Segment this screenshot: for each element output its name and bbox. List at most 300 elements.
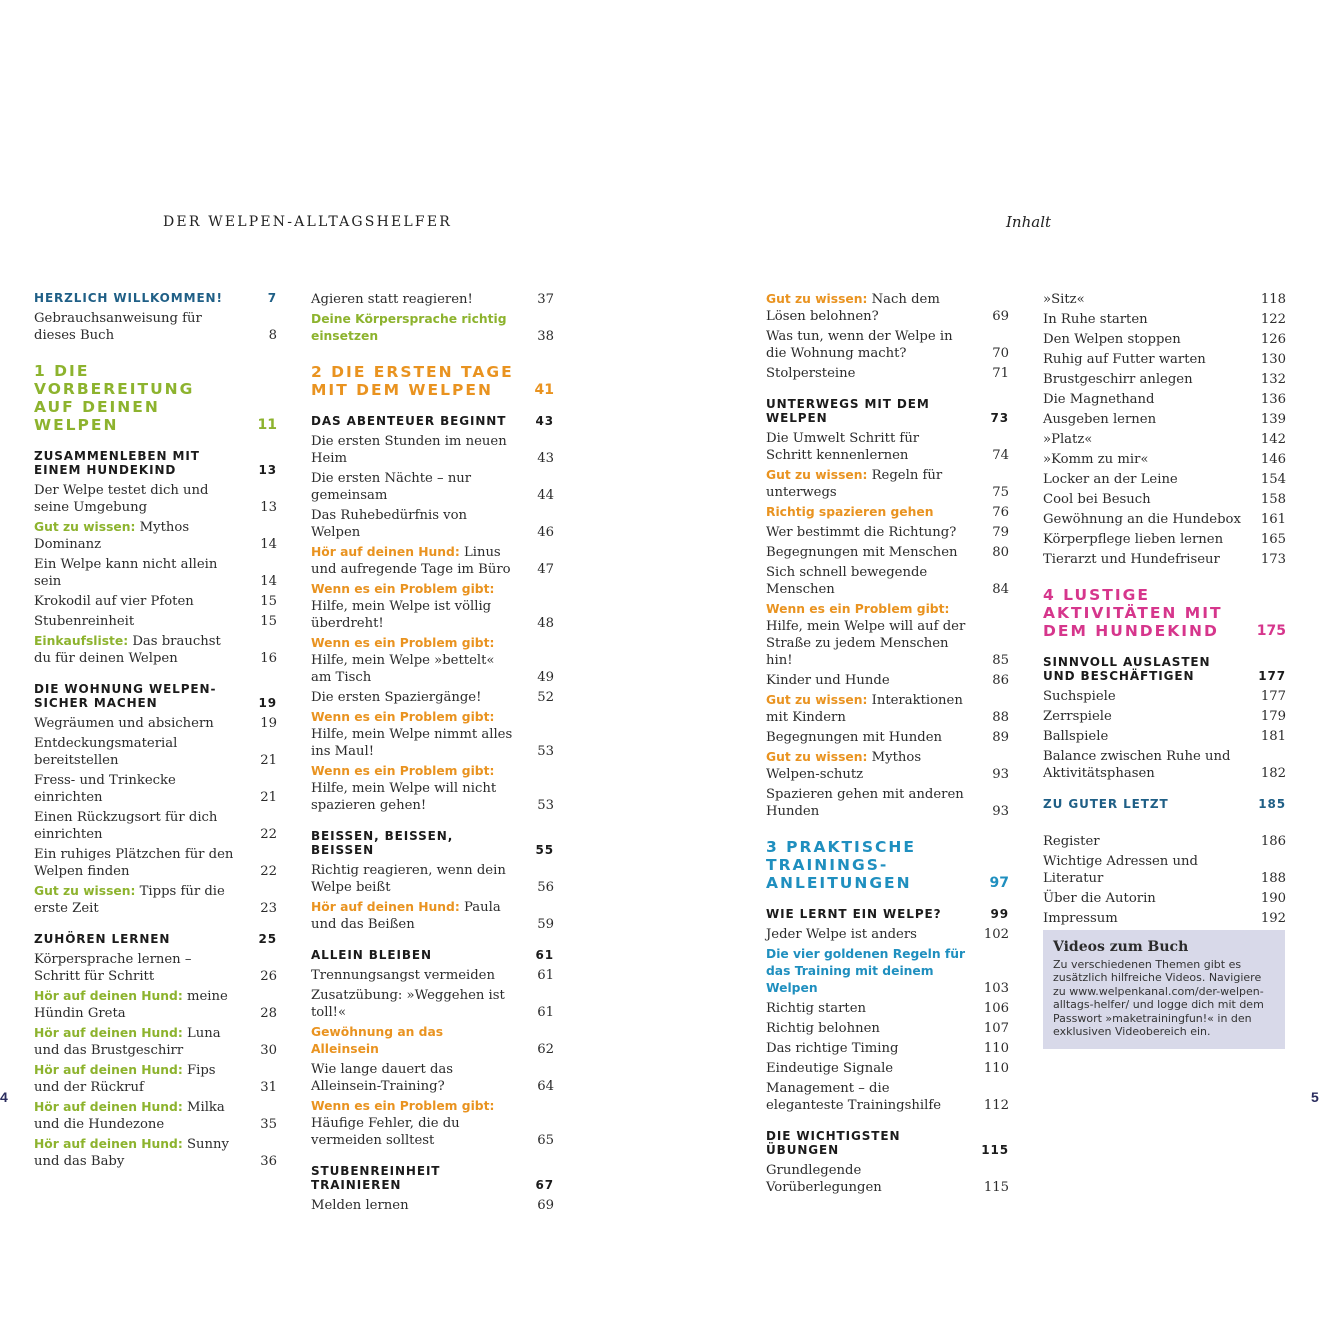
toc-entry-title [311, 470, 520, 504]
toc-entry-text: Zerrspiele [1043, 709, 1112, 724]
toc-entry-text: Gebrauchsanweisung für dieses Buch [34, 311, 202, 343]
toc-page-number: 110 [983, 1061, 1009, 1076]
toc-entry-title [1043, 371, 1252, 388]
toc-entry [766, 564, 1009, 598]
toc-entry [311, 1061, 554, 1095]
toc-entry-title [766, 1040, 975, 1057]
toc-page-number: 99 [990, 907, 1009, 921]
toc-entry-title [311, 689, 520, 706]
toc-page-number: 61 [535, 948, 554, 962]
toc-page-number: 89 [992, 730, 1009, 745]
toc-entry-text: Hilfe, mein Welpe nimmt alles ins Maul! [311, 727, 513, 759]
toc-entry-title [34, 1025, 243, 1059]
toc-entry-text: Nach dem Lösen belohnen? [766, 292, 940, 324]
toc-page-number: 61 [537, 1005, 554, 1020]
toc-entry-text: WIE LERNT EIN WELPE? [766, 907, 942, 921]
toc-page-number: 13 [258, 463, 277, 477]
toc-entry [311, 1024, 554, 1058]
toc-page-number: 25 [258, 932, 277, 946]
toc-entry-title [1043, 391, 1252, 408]
toc-entry-label: Hör auf deinen Hund: [311, 900, 460, 914]
toc-entry-title [1043, 551, 1252, 568]
toc-entry-text: Tierarzt und Hundefriseur [1043, 552, 1220, 567]
toc-entry-title [34, 449, 243, 477]
toc-entry-text: Richtig reagieren, wenn dein Welpe beißt [311, 863, 506, 895]
toc-page-number: 181 [1260, 729, 1286, 744]
toc-entry-title [1043, 728, 1252, 745]
toc-entry-text: Locker an der Leine [1043, 472, 1178, 487]
toc-entry-text: Die ersten Spaziergänge! [311, 690, 482, 705]
toc-entry [34, 1062, 277, 1096]
toc-entry-title [766, 430, 975, 464]
toc-entry [34, 519, 277, 553]
toc-entry [766, 1080, 1009, 1114]
video-info-box [1043, 930, 1285, 1049]
toc-entry-title [311, 291, 520, 308]
toc-entry [311, 433, 554, 467]
toc-entry-title [1043, 411, 1252, 428]
toc-entry-title [1043, 511, 1252, 528]
toc-entry-text: Fips und der Rückruf [34, 1063, 216, 1095]
toc-entry [311, 987, 554, 1021]
toc-section [311, 1164, 554, 1192]
toc-entry-title [1043, 853, 1252, 887]
toc-entry [311, 507, 554, 541]
toc-page-number: 64 [537, 1079, 554, 1094]
toc-entry [766, 430, 1009, 464]
toc-page-number: 80 [992, 545, 1009, 560]
toc-page-number: 44 [537, 488, 554, 503]
toc-entry [34, 482, 277, 516]
toc-entry-title [766, 1060, 975, 1077]
toc-entry [766, 672, 1009, 689]
toc-entry-title [311, 1061, 520, 1095]
toc-entry [766, 946, 1009, 997]
toc-entry [1043, 491, 1286, 508]
toc-entry-title [34, 291, 243, 305]
toc-section [766, 907, 1009, 921]
toc-page-number: 36 [260, 1154, 277, 1169]
toc-entry [1043, 853, 1286, 887]
toc-entry-text: Mythos Welpen-schutz [766, 750, 922, 782]
toc-page-number: 86 [992, 673, 1009, 688]
toc-entry-text: Sunny und das Baby [34, 1137, 229, 1169]
toc-entry-text: DIE WICHTIGSTEN ÜBUNGEN [766, 1129, 901, 1157]
toc-entry-title [311, 899, 520, 933]
toc-entry [34, 735, 277, 769]
toc-page-number: 106 [983, 1001, 1009, 1016]
toc-page-number: 115 [983, 1180, 1009, 1195]
toc-page-number: 102 [983, 927, 1009, 942]
toc-entry [1043, 391, 1286, 408]
toc-entry-title [766, 291, 975, 325]
toc-entry-text: Cool bei Besuch [1043, 492, 1151, 507]
toc-entry [34, 1136, 277, 1170]
toc-entry [1043, 748, 1286, 782]
toc-page-number: 30 [260, 1043, 277, 1058]
toc-entry [1043, 351, 1286, 368]
toc-page-number: 139 [1260, 412, 1286, 427]
toc-entry-label: Hör auf deinen Hund: [34, 1026, 183, 1040]
toc-entry [311, 763, 554, 814]
toc-entry-text: Sich schnell bewegende Menschen [766, 565, 928, 597]
toc-entry-text: HERZLICH WILLKOMMEN! [34, 291, 223, 305]
toc-entry-title [311, 1164, 520, 1192]
toc-chapter [1043, 586, 1286, 640]
toc-page-number: 173 [1260, 552, 1286, 567]
toc-entry-title [1043, 291, 1252, 308]
toc-entry-label: Wenn es ein Problem gibt: [311, 710, 495, 724]
toc-entry [34, 633, 277, 667]
toc-entry-text: Die ersten Stunden im neuen Heim [311, 434, 507, 466]
toc-entry [1043, 833, 1286, 850]
toc-page-number: 97 [989, 875, 1009, 891]
toc-entry-text: Begegnungen mit Menschen [766, 545, 958, 560]
toc-entry-text: STUBENREINHEIT TRAINIEREN [311, 1164, 441, 1192]
toc-entry [311, 470, 554, 504]
toc-page-number: 43 [537, 451, 554, 466]
toc-page-number: 48 [537, 616, 554, 631]
toc-entry-label: Wenn es ein Problem gibt: [311, 582, 495, 596]
toc-entry-text: Häufige Fehler, die du vermeiden solltest [311, 1116, 460, 1148]
toc-entry-text: Stolpersteine [766, 366, 856, 381]
toc-page-number: 158 [1260, 492, 1286, 507]
toc-page-number: 175 [1256, 623, 1286, 639]
toc-entry-text: Begegnungen mit Hunden [766, 730, 943, 745]
toc-entry-title [1043, 688, 1252, 705]
toc-page-number: 53 [537, 798, 554, 813]
toc-entry-title [766, 786, 975, 820]
toc-entry [34, 613, 277, 630]
toc-entry-text: DIE WOHNUNG WELPEN-SICHER MACHEN [34, 682, 217, 710]
toc-entry [766, 1040, 1009, 1057]
toc-entry-text: Ein ruhiges Plätzchen für den Welpen finden [34, 847, 234, 879]
toc-entry-text: Ballspiele [1043, 729, 1109, 744]
toc-entry-text: Paula und das Beißen [311, 900, 501, 932]
toc-entry-title [34, 988, 243, 1022]
toc-entry-label: Hör auf deinen Hund: [311, 545, 460, 559]
toc-entry [766, 926, 1009, 943]
toc-entry-text: ZUSAMMENLEBEN MIT EINEM HUNDEKIND [34, 449, 200, 477]
toc-entry-text: Regeln für unterwegs [766, 468, 943, 500]
toc-entry [1043, 471, 1286, 488]
toc-entry [34, 883, 277, 917]
toc-entry-title [34, 593, 243, 610]
toc-entry-text: Das Ruhebedürfnis von Welpen [311, 508, 468, 540]
toc-section [1043, 797, 1286, 811]
toc-page-number: 37 [537, 292, 554, 307]
page-number-right: 5 [1311, 1089, 1319, 1105]
toc-entry-title [1043, 890, 1252, 907]
toc-page-number: 19 [258, 696, 277, 710]
toc-page-number: 31 [260, 1080, 277, 1095]
toc-page-number: 110 [983, 1041, 1009, 1056]
toc-page-number: 112 [983, 1098, 1009, 1113]
toc-entry-title [766, 1000, 975, 1017]
toc-entry [311, 544, 554, 578]
toc-entry [1043, 291, 1286, 308]
toc-entry [766, 1000, 1009, 1017]
toc-entry-text: Brustgeschirr anlegen [1043, 372, 1193, 387]
toc-entry [34, 951, 277, 985]
toc-entry-title [34, 883, 243, 917]
toc-entry-text: Körperpflege lieben lernen [1043, 532, 1224, 547]
toc-entry-text: ZUHÖREN LERNEN [34, 932, 171, 946]
toc-entry-text: Spazieren gehen mit anderen Hunden [766, 787, 964, 819]
toc-entry-text: Management – die eleganteste Trainingshilfe [766, 1081, 941, 1113]
toc-entry-title [34, 1062, 243, 1096]
toc-entry-title [311, 763, 520, 814]
toc-entry-title [766, 838, 975, 892]
toc-entry-text: Register [1043, 834, 1100, 849]
toc-entry-title [766, 1080, 975, 1114]
toc-entry-title [34, 310, 243, 344]
toc-entry-text: Krokodil auf vier Pfoten [34, 594, 194, 609]
toc-entry [1043, 728, 1286, 745]
toc-entry-text: Impressum [1043, 911, 1118, 926]
toc-entry-title [766, 1129, 975, 1157]
toc-page-number: 43 [535, 414, 554, 428]
toc-entry-text: Wegräumen und absichern [34, 716, 214, 731]
toc-entry-text: Melden lernen [311, 1198, 409, 1213]
toc-entry-label: Hör auf deinen Hund: [34, 1137, 183, 1151]
toc-entry-title [311, 507, 520, 541]
toc-page-number: 182 [1260, 766, 1286, 781]
toc-section [1043, 655, 1286, 683]
toc-entry-text: Hilfe, mein Welpe will auf der Straße zu jedem Menschen hin! [766, 619, 966, 668]
toc-entry-text: Die Magnethand [1043, 392, 1155, 407]
toc-page-number: 84 [992, 582, 1009, 597]
toc-entry-label: Gut zu wissen: [766, 693, 868, 707]
toc-page-number: 35 [260, 1117, 277, 1132]
toc-entry-text: Richtig belohnen [766, 1021, 880, 1036]
toc-page-number: 69 [992, 309, 1009, 324]
toc-entry-text: 4 LUSTIGE AKTIVITÄTEN MIT DEM HUNDEKIND [1043, 586, 1223, 640]
video-box-title: Videos zum Buch [1053, 939, 1189, 955]
toc-entry [1043, 431, 1286, 448]
toc-entry-title [34, 951, 243, 985]
toc-page-number: 126 [1260, 332, 1286, 347]
toc-entry-title [1043, 331, 1252, 348]
toc-entry [311, 899, 554, 933]
toc-page-number: 161 [1260, 512, 1286, 527]
toc-entry-title [766, 692, 975, 726]
toc-entry-title [311, 581, 520, 632]
toc-page-number: 67 [535, 1178, 554, 1192]
toc-entry-text: Das brauchst du für deinen Welpen [34, 634, 221, 666]
toc-page-number: 47 [537, 562, 554, 577]
toc-entry-title [766, 467, 975, 501]
toc-page-number: 132 [1260, 372, 1286, 387]
toc-entry [34, 846, 277, 880]
toc-page-number: 13 [260, 500, 277, 515]
toc-entry-text: Ausgeben lernen [1043, 412, 1157, 427]
toc-entry-title [34, 846, 243, 880]
toc-entry-text: Was tun, wenn der Welpe in die Wohnung macht? [766, 329, 953, 361]
toc-page-number: 7 [267, 291, 277, 305]
toc-entry [1043, 411, 1286, 428]
toc-page-number: 52 [537, 690, 554, 705]
toc-entry-text: Über die Autorin [1043, 891, 1156, 906]
toc-page-number: 190 [1260, 891, 1286, 906]
toc-entry-text: »Platz« [1043, 432, 1093, 447]
toc-entry-label: Gut zu wissen: [766, 468, 868, 482]
toc-entry [1043, 371, 1286, 388]
toc-entry-text: Linus und aufregende Tage im Büro [311, 545, 511, 577]
toc-entry-title [766, 926, 975, 943]
toc-section [766, 1129, 1009, 1157]
toc-entry [766, 692, 1009, 726]
toc-entry-title [766, 1162, 975, 1196]
toc-entry [1043, 688, 1286, 705]
toc-entry-text: Wichtige Adressen und Literatur [1043, 854, 1198, 886]
toc-entry [766, 1060, 1009, 1077]
toc-entry-text: Milka und die Hundezone [34, 1100, 225, 1132]
toc-entry-label: Gut zu wissen: [766, 292, 868, 306]
toc-entry-text: Tipps für die erste Zeit [34, 884, 225, 916]
page-number-left: 4 [0, 1089, 8, 1105]
toc-page-number: 177 [1258, 669, 1286, 683]
toc-page-number: 118 [1260, 292, 1286, 307]
toc-entry-title [766, 729, 975, 746]
toc-entry-title [766, 749, 975, 783]
toc-entry-title [311, 311, 520, 345]
toc-entry-text: SINNVOLL AUSLASTEN UND BESCHÄFTIGEN [1043, 655, 1211, 683]
toc-entry-title [1043, 708, 1252, 725]
toc-entry-title [34, 1136, 243, 1170]
toc-entry-title [34, 715, 243, 732]
toc-entry-title [34, 362, 243, 434]
toc-entry-label: Wenn es ein Problem gibt: [311, 1099, 495, 1113]
toc-entry-title [311, 433, 520, 467]
toc-entry-label: Gut zu wissen: [766, 750, 868, 764]
toc-entry-title [34, 633, 243, 667]
toc-entry-text: Hilfe, mein Welpe ist völlig überdreht! [311, 599, 492, 631]
toc-entry-title [766, 564, 975, 598]
toc-entry-label: Richtig spazieren gehen [766, 505, 934, 519]
toc-page-number: 88 [992, 710, 1009, 725]
toc-chapter [311, 363, 554, 399]
toc-section [311, 948, 554, 962]
toc-entry-label: Wenn es ein Problem gibt: [766, 602, 950, 616]
toc-entry-title [34, 809, 243, 843]
toc-section [311, 829, 554, 857]
toc-entry-text: Kinder und Hunde [766, 673, 890, 688]
toc-entry-title [1043, 491, 1252, 508]
toc-entry-text: BEISSEN, BEISSEN, BEISSEN [311, 829, 454, 857]
toc-entry [1043, 311, 1286, 328]
toc-entry-title [766, 524, 975, 541]
toc-entry-title [34, 556, 243, 590]
toc-entry-title [1043, 311, 1252, 328]
toc-page-number: 69 [537, 1198, 554, 1213]
toc-page-number: 165 [1260, 532, 1286, 547]
toc-entry-text: Wie lange dauert das Alleinsein-Training? [311, 1062, 454, 1094]
toc-entry [34, 809, 277, 843]
toc-entry-text: Fress- und Trinkecke einrichten [34, 773, 176, 805]
toc-page-number: 154 [1260, 472, 1286, 487]
toc-entry-title [1043, 748, 1252, 782]
toc-section [311, 414, 554, 428]
toc-entry-title [34, 482, 243, 516]
toc-page-number: 71 [992, 366, 1009, 381]
toc-entry-label: Wenn es ein Problem gibt: [311, 636, 495, 650]
toc-entry-title [311, 709, 520, 760]
toc-entry-title [1043, 351, 1252, 368]
toc-entry-text: UNTERWEGS MIT DEM WELPEN [766, 397, 930, 425]
toc-page-number: 192 [1260, 911, 1286, 926]
toc-page-number: 103 [983, 981, 1009, 996]
toc-entry-title [34, 735, 243, 769]
toc-page-number: 46 [537, 525, 554, 540]
toc-entry-title [1043, 797, 1252, 811]
toc-entry-title [766, 504, 975, 521]
toc-entry-label: Hör auf deinen Hund: [34, 1063, 183, 1077]
toc-entry-title [766, 397, 975, 425]
toc-page-number: 28 [260, 1006, 277, 1021]
toc-page-number: 146 [1260, 452, 1286, 467]
toc-entry [766, 291, 1009, 325]
toc-entry [766, 544, 1009, 561]
toc-entry-title [34, 682, 243, 710]
toc-column-1 [34, 291, 277, 1173]
toc-entry [311, 311, 554, 345]
toc-entry-text: Das richtige Timing [766, 1041, 899, 1056]
toc-entry-text: Ein Welpe kann nicht allein sein [34, 557, 218, 589]
toc-entry-title [766, 907, 975, 921]
toc-entry [34, 772, 277, 806]
toc-entry-title [311, 414, 520, 428]
toc-entry-title [766, 544, 975, 561]
toc-page-number: 26 [260, 969, 277, 984]
toc-page-number: 177 [1260, 689, 1286, 704]
toc-entry-title [1043, 531, 1252, 548]
toc-entry-title [311, 967, 520, 984]
section-header: Inhalt [1006, 213, 1052, 231]
toc-entry [311, 635, 554, 686]
toc-column-3 [766, 291, 1009, 1199]
toc-page-number: 186 [1260, 834, 1286, 849]
toc-entry-title [34, 519, 243, 553]
toc-page-number: 122 [1260, 312, 1286, 327]
toc-page-number: 73 [990, 411, 1009, 425]
toc-page-number: 22 [260, 827, 277, 842]
toc-entry [766, 365, 1009, 382]
toc-page-number: 179 [1260, 709, 1286, 724]
toc-entry-text: Zusatzübung: »Weggehen ist toll!« [311, 988, 505, 1020]
toc-entry-text: 3 PRAKTISCHE TRAININGS-ANLEITUNGEN [766, 838, 916, 892]
toc-entry-text: Balance zwischen Ruhe und Aktivitätsphasen [1043, 749, 1231, 781]
toc-entry-title [34, 932, 243, 946]
book-title-header: DER WELPEN-ALLTAGSHELFER [163, 214, 452, 230]
toc-page-number: 74 [992, 448, 1009, 463]
toc-entry [766, 1162, 1009, 1196]
toc-entry-title [311, 1024, 520, 1058]
toc-page-number: 8 [268, 328, 277, 343]
toc-page-number: 142 [1260, 432, 1286, 447]
toc-entry-label: Wenn es ein Problem gibt: [311, 764, 495, 778]
toc-page-number: 56 [537, 880, 554, 895]
toc-page-number: 61 [537, 968, 554, 983]
toc-entry [311, 1197, 554, 1214]
toc-entry-text: Ruhig auf Futter warten [1043, 352, 1206, 367]
toc-entry-title [311, 1197, 520, 1214]
toc-page-number: 136 [1260, 392, 1286, 407]
toc-entry [766, 601, 1009, 669]
toc-entry [34, 556, 277, 590]
toc-entry [1043, 511, 1286, 528]
toc-entry-text: Mythos Dominanz [34, 520, 190, 552]
